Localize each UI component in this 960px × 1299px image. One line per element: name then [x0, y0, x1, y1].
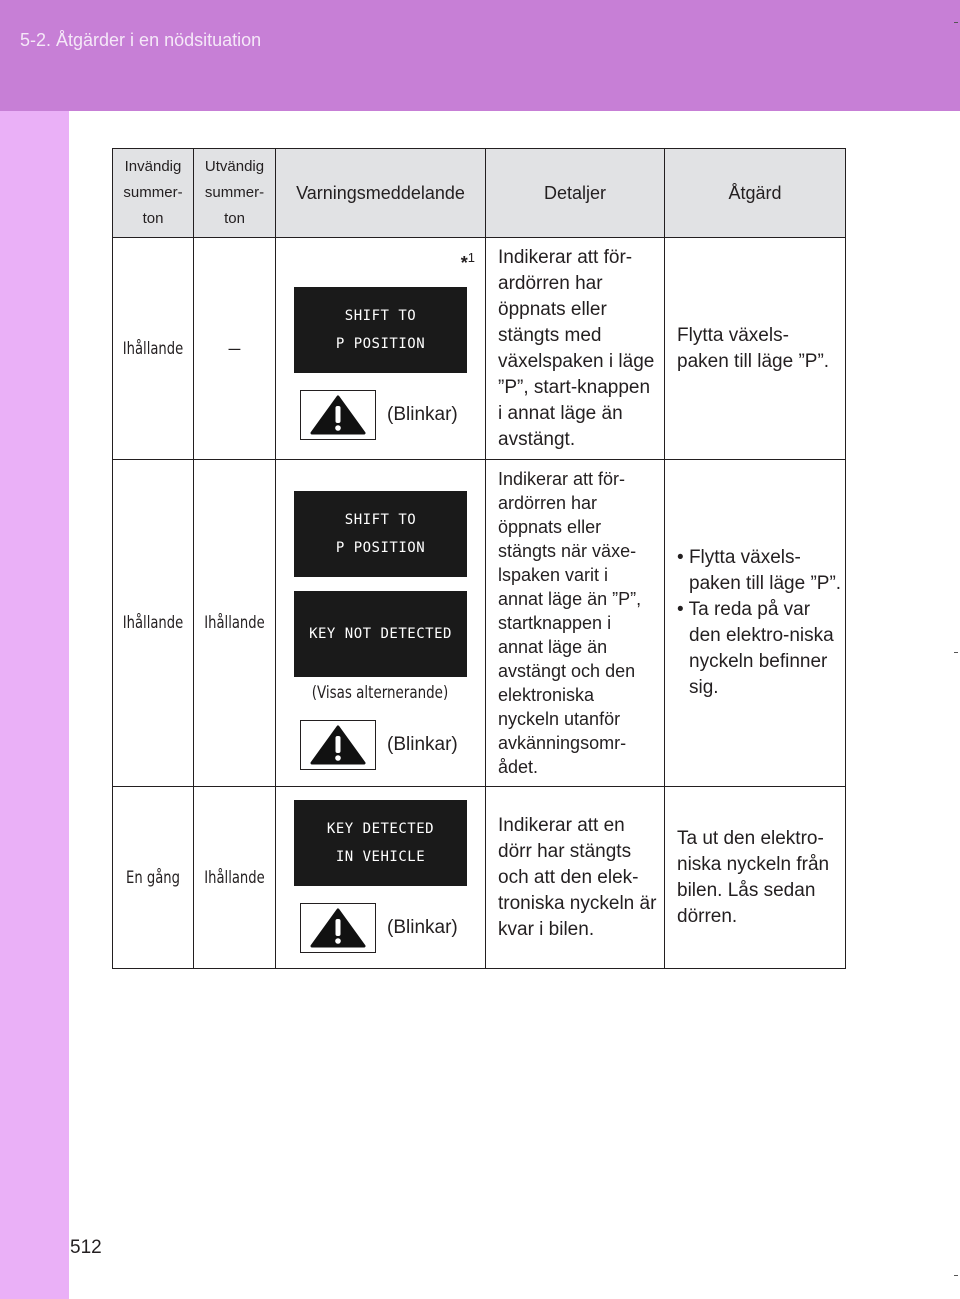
- display-line: P POSITION: [335, 540, 426, 556]
- footnote-star: *: [460, 253, 468, 273]
- table-header-row: [113, 149, 846, 238]
- header-inner-buzzer: [113, 149, 194, 238]
- message-cell: [276, 460, 486, 787]
- header-text: ton: [142, 210, 164, 227]
- crop-mark: [954, 652, 958, 653]
- cell-text: Ihållande: [204, 613, 265, 633]
- cell-text: —: [227, 338, 242, 359]
- display-line: IN VEHICLE: [335, 849, 426, 865]
- details-text: Indikerar att en dörr har stängts och att den elek-troniska nyckeln är kvar i bilen.: [498, 814, 657, 940]
- table-row: [113, 460, 846, 787]
- message-cell: [276, 238, 486, 460]
- cell-text: Ihållande: [122, 613, 184, 633]
- alternating-label: (Visas alternerande): [311, 683, 449, 703]
- header-action: Åtgärd: [665, 149, 846, 238]
- header-text: Invändig: [124, 158, 182, 175]
- cell-text: Ihållande: [122, 338, 184, 359]
- message-cell: [276, 787, 486, 969]
- details-cell: [486, 787, 665, 969]
- display-line: KEY NOT DETECTED: [309, 626, 452, 642]
- header-message: Varningsmeddelande: [276, 149, 486, 238]
- footnote-number: 1: [467, 250, 475, 265]
- header-text: summer-: [204, 184, 265, 201]
- action-text: Ta ut den elektro-niska nyckeln från bilen. Lås sedan dörren.: [677, 827, 830, 927]
- cell-text: En gång: [126, 867, 180, 888]
- blink-label: (Blinkar): [387, 734, 458, 755]
- header-text: Utvändig: [204, 158, 265, 175]
- display-screen: [294, 800, 467, 886]
- section-title: 5-2. Åtgärder i en nödsituation: [20, 30, 262, 50]
- details-text: Indikerar att för-ardörren har öppnats eller stängts med växelspaken i läge ”P”, start-knappen i annat läge än avstängt.: [498, 246, 655, 450]
- action-cell: [665, 238, 846, 460]
- header-band: [0, 0, 960, 111]
- table-row: [113, 787, 846, 969]
- outer-buzzer-cell: [194, 787, 276, 969]
- crop-mark: [954, 22, 958, 23]
- details-cell: [486, 460, 665, 787]
- crop-mark: [954, 1275, 958, 1276]
- action-item: • Ta reda på var den elektro-niska nyckeln befinner sig.: [665, 597, 845, 701]
- side-band: [0, 111, 69, 1299]
- header-text: ton: [224, 210, 245, 227]
- footnote-marker: [461, 250, 475, 274]
- blink-label: (Blinkar): [387, 404, 458, 425]
- inner-buzzer-cell: [113, 238, 194, 460]
- page-number: 512: [70, 1237, 102, 1258]
- action-cell: [665, 787, 846, 969]
- action-list: [665, 545, 845, 701]
- inner-buzzer-cell: [113, 787, 194, 969]
- details-cell: [486, 238, 665, 460]
- display-screen: [294, 591, 467, 677]
- table-row: [113, 238, 846, 460]
- action-item: • Flytta växels-paken till läge ”P”.: [665, 545, 845, 597]
- warning-table: [112, 148, 846, 969]
- display-line: SHIFT TO: [344, 308, 417, 324]
- display-screen: [294, 491, 467, 577]
- outer-buzzer-cell: [194, 238, 276, 460]
- action-text: Flytta växels-paken till läge ”P”.: [677, 324, 830, 372]
- warning-triangle-icon: [300, 390, 376, 440]
- display-line: P POSITION: [335, 336, 426, 352]
- warning-triangle-icon: [300, 720, 376, 770]
- cell-text: Ihållande: [204, 867, 265, 888]
- display-screen: [294, 287, 467, 373]
- details-text: Indikerar att för-ardörren har öppnats eller stängts när växe-lspaken varit i annat läge än ”P”, startknappen i annat läge än avstängt och den elektroniska nyckeln utanför avkänningsomr-ådet.: [498, 469, 642, 777]
- blink-label: (Blinkar): [387, 917, 458, 938]
- display-line: SHIFT TO: [344, 512, 417, 528]
- action-cell: [665, 460, 846, 787]
- outer-buzzer-cell: [194, 460, 276, 787]
- header-text: summer-: [123, 184, 183, 201]
- inner-buzzer-cell: [113, 460, 194, 787]
- header-outer-buzzer: [194, 149, 276, 238]
- header-details: Detaljer: [486, 149, 665, 238]
- display-line: KEY DETECTED: [326, 821, 435, 837]
- warning-triangle-icon: [300, 903, 376, 953]
- watermark: carmanualsonline.info: [702, 1266, 946, 1291]
